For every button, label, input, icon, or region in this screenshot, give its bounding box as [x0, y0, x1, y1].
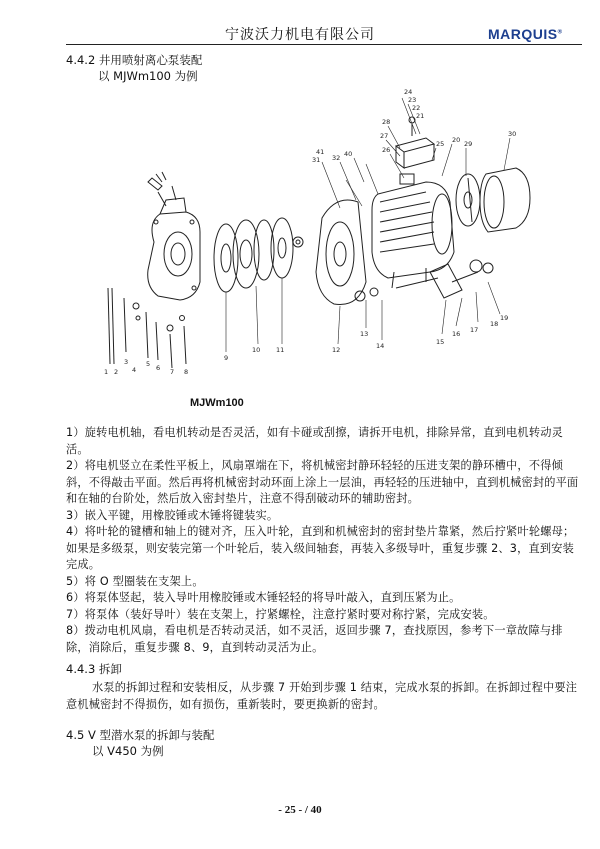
- section-443-body: 水泵的拆卸过程和安装相反，从步骤 7 开始到步骤 1 结束，完成水泵的拆卸。在拆卸过程中要注意机械密封不得损伤，如有损伤，重新装时，要更换新的密封。: [66, 681, 578, 711]
- callout-26: 26: [382, 146, 391, 154]
- motor-shaft: [396, 264, 478, 298]
- motor-fan: [456, 174, 480, 226]
- callout-20: 20: [452, 136, 461, 144]
- section-45-subtitle: 以 V450 为例: [92, 744, 164, 758]
- callout-24: 24: [404, 88, 413, 96]
- callout-12: 12: [332, 346, 341, 354]
- callout-10: 10: [252, 346, 261, 354]
- step-item: 4）将叶轮的键槽和轴上的键对齐，压入叶轮，直到和机械密封的密封垫片靠紧，然后拧紧叶轮螺母；如果是多级泵，则安装完第一个叶轮后，装入级间轴套，再装入多级导叶，重复步骤 2、3，直到安装完成。: [66, 525, 575, 571]
- callout-8: 8: [184, 368, 189, 376]
- callout-4: 4: [132, 366, 137, 374]
- section-45-title: 4.5 V 型潜水泵的拆卸与装配: [66, 728, 215, 742]
- callout-2: 2: [114, 368, 119, 376]
- callout-17: 17: [470, 326, 479, 334]
- callout-41: 41: [316, 148, 325, 156]
- step-item: 7）将泵体（装好导叶）装在支架上，拧紧螺栓，注意拧紧时要对称拧紧，完成安装。: [66, 607, 495, 621]
- brand-logo: [488, 26, 563, 42]
- callout-6: 6: [156, 364, 161, 372]
- fan-cover: [480, 168, 530, 232]
- company-name: 宁波沃力机电有限公司: [225, 27, 375, 43]
- callout-30: 30: [508, 130, 517, 138]
- callout-28: 28: [382, 118, 391, 126]
- callout-16: 16: [452, 330, 461, 338]
- casing-bolts: [108, 288, 186, 368]
- section-442-title: 4.4.2 井用喷射离心泵装配: [66, 53, 203, 67]
- section-442-subtitle: 以 MJWm100 为例: [98, 69, 198, 83]
- callout-3: 3: [124, 358, 129, 366]
- callout-1: 1: [104, 368, 109, 376]
- callout-40: 40: [344, 150, 353, 158]
- callout-23: 23: [408, 96, 417, 104]
- logo-registered-mark: ®: [557, 29, 563, 36]
- callout-9: 9: [224, 354, 229, 362]
- step-item: 6）将泵体竖起，装入导叶用橡胶锤或木锤轻轻的将导叶敲入，直到压紧为止。: [66, 591, 461, 604]
- callout-32: 32: [332, 154, 341, 162]
- callout-15: 15: [436, 338, 445, 346]
- callout-14: 14: [376, 342, 385, 350]
- motor-body: [372, 182, 454, 288]
- step-item: 1）旋转电机轴，看电机转动是否灵活，如有卡碰或刮擦，请拆开电机，排除异常，直到电机转动灵活。: [66, 426, 563, 456]
- callout-29: 29: [464, 140, 473, 148]
- header-divider: [66, 44, 582, 45]
- support-bracket: [316, 200, 366, 305]
- callout-18: 18: [490, 320, 499, 328]
- step-item: 8）拨动电机风扇，看电机是否转动灵活，如不灵活，返回步骤 7，查找原因，参考下一章故障与排除，消除后，重复步骤 8、9，直到转动灵活为止。: [66, 624, 563, 654]
- diffuser-stack: [214, 218, 293, 292]
- step-item: 3）嵌入平键，用橡胶锤或木锤将键装实。: [66, 508, 279, 522]
- section-443-title: 4.4.3 拆卸: [66, 662, 122, 676]
- callout-5: 5: [146, 360, 151, 368]
- figure-caption: MJWm100: [190, 397, 244, 409]
- nozzle-part: [156, 172, 166, 182]
- callout-19: 19: [500, 314, 509, 322]
- callout-21: 21: [416, 112, 425, 120]
- callout-22: 22: [412, 104, 421, 112]
- callout-27: 27: [380, 132, 389, 140]
- callout-7: 7: [170, 368, 175, 376]
- step-item: 2）将电机竖立在柔性平板上，风扇罩端在下，将机械密封静环轻轻的压进支架的静环槽中，不得倾斜，不得敲击平面。然后再将机械密封动环面上涂上一层油，再轻轻的压进轴中，直到机械密封的平面和在轴的台阶处，然后放入密封垫片，注意不得刮破动环的辅助密封。: [66, 459, 579, 505]
- callout-13: 13: [360, 330, 369, 338]
- page-number: - 25 - / 40: [278, 804, 322, 816]
- callout-25: 25: [436, 140, 445, 148]
- assembly-steps: [66, 425, 580, 656]
- exploded-pump-diagram: [96, 82, 536, 392]
- callout-11: 11: [276, 346, 285, 354]
- pump-casing: [148, 186, 200, 300]
- callout-numbers: [104, 88, 516, 376]
- callout-31: 31: [312, 156, 321, 164]
- callout-leaders: [226, 98, 510, 352]
- step-item: 5）将 O 型圈装在支架上。: [66, 574, 204, 588]
- impeller-washers: [293, 237, 493, 301]
- logo-text: MARQUIS: [488, 26, 558, 42]
